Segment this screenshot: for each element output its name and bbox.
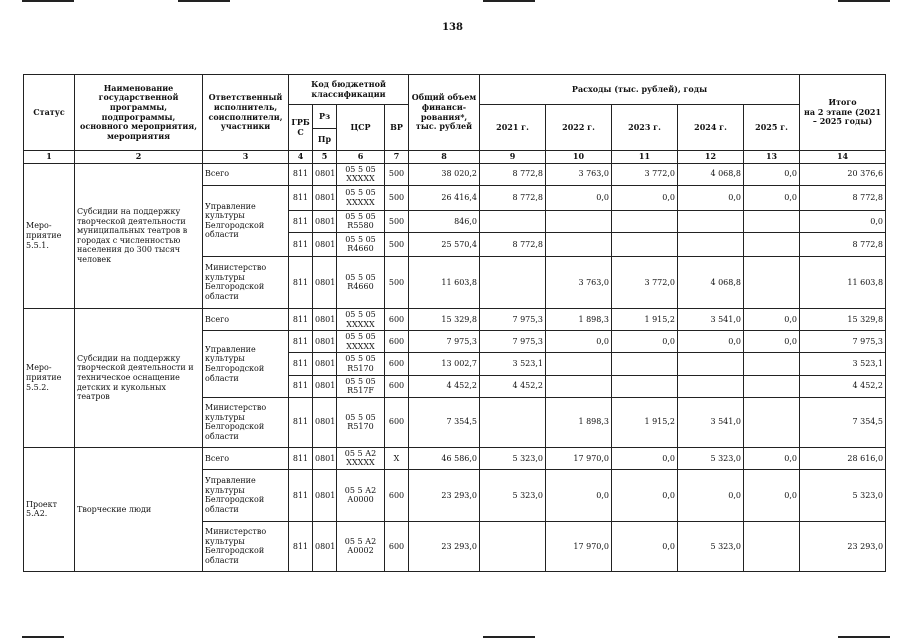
row-2021: 8 772,8 <box>480 185 546 210</box>
column-number-row <box>24 151 886 164</box>
top-rule-mid1 <box>178 0 230 2</box>
row-2025: 0,0 <box>744 163 800 185</box>
table-row <box>24 447 886 469</box>
row-2022: 17 970,0 <box>546 521 612 571</box>
row-responsible: Всего <box>203 308 289 330</box>
row-itogo: 15 329,8 <box>800 308 886 330</box>
row-total: 46 586,0 <box>409 447 480 469</box>
row-grbs: 811 <box>289 469 313 521</box>
col-number: 14 <box>800 151 886 164</box>
row-vr: 600 <box>385 375 409 397</box>
row-vr: 500 <box>385 256 409 308</box>
row-grbs: 811 <box>289 308 313 330</box>
row-2025: 0,0 <box>744 447 800 469</box>
row-rzpr: 0801 <box>313 521 337 571</box>
header-grbs: ГРБ С <box>289 105 313 151</box>
row-2021: 8 772,8 <box>480 163 546 185</box>
row-grbs: 811 <box>289 232 313 256</box>
row-responsible: Управление культуры Белгородской области <box>203 469 289 521</box>
row-2021: 8 772,8 <box>480 232 546 256</box>
row-itogo: 20 376,6 <box>800 163 886 185</box>
row-rzpr: 0801 <box>313 163 337 185</box>
row-2025 <box>744 232 800 256</box>
row-2025 <box>744 397 800 447</box>
header-itogo-label: Итого <box>828 97 857 108</box>
row-2023: 0,0 <box>612 331 678 353</box>
row-rzpr: 0801 <box>313 375 337 397</box>
row-csr: 05 5 05 XXXXX <box>337 331 385 353</box>
row-name: Творческие люди <box>75 447 203 571</box>
top-rule-mid2 <box>483 0 535 2</box>
row-grbs: 811 <box>289 185 313 210</box>
row-responsible: Управление культуры Белгородской области <box>203 185 289 256</box>
row-status: Проект 5.А2. <box>24 447 75 571</box>
row-2021 <box>480 210 546 232</box>
row-rzpr: 0801 <box>313 353 337 375</box>
row-name: Субсидии на поддержку творческой деятельности муниципальных театров в городах с численностью населения до 300 тысяч человек <box>75 163 203 308</box>
row-2025 <box>744 521 800 571</box>
row-2021 <box>480 521 546 571</box>
row-2024: 3 541,0 <box>678 308 744 330</box>
row-total: 7 975,3 <box>409 331 480 353</box>
row-total: 23 293,0 <box>409 469 480 521</box>
row-status: Меро-приятие 5.5.1. <box>24 163 75 308</box>
row-total: 25 570,4 <box>409 232 480 256</box>
top-rule-right <box>838 0 890 2</box>
row-2025 <box>744 256 800 308</box>
header-itogo-sub: на 2 этапе (2021 – 2025 годы) <box>804 106 882 127</box>
row-2023: 1 915,2 <box>612 397 678 447</box>
row-2021 <box>480 256 546 308</box>
row-rzpr: 0801 <box>313 256 337 308</box>
header-2025: 2025 г. <box>744 105 800 151</box>
row-status: Меро-приятие 5.5.2. <box>24 308 75 447</box>
row-itogo: 3 523,1 <box>800 353 886 375</box>
bottom-rule-left <box>22 636 64 638</box>
row-itogo: 11 603,8 <box>800 256 886 308</box>
header-rz: Рз <box>313 105 337 129</box>
row-2022 <box>546 210 612 232</box>
row-grbs: 811 <box>289 375 313 397</box>
row-grbs: 811 <box>289 521 313 571</box>
row-rzpr: 0801 <box>313 469 337 521</box>
row-2023: 3 772,0 <box>612 163 678 185</box>
row-total: 846,0 <box>409 210 480 232</box>
row-rzpr: 0801 <box>313 308 337 330</box>
row-responsible: Управление культуры Белгородской области <box>203 331 289 398</box>
row-vr: 600 <box>385 397 409 447</box>
row-csr: 05 5 05 R5580 <box>337 210 385 232</box>
row-itogo: 0,0 <box>800 210 886 232</box>
row-grbs: 811 <box>289 163 313 185</box>
row-itogo: 28 616,0 <box>800 447 886 469</box>
header-expenses: Расходы (тыс. рублей), годы <box>480 75 800 105</box>
row-2021: 5 323,0 <box>480 447 546 469</box>
row-2022 <box>546 232 612 256</box>
row-csr: 05 5 05 XXXXX <box>337 185 385 210</box>
row-csr: 05 5 05 R5170 <box>337 397 385 447</box>
header-2022: 2022 г. <box>546 105 612 151</box>
row-2022: 0,0 <box>546 331 612 353</box>
row-vr: 500 <box>385 185 409 210</box>
col-number: 4 <box>289 151 313 164</box>
row-total: 38 020,2 <box>409 163 480 185</box>
row-csr: 05 5 05 R5170 <box>337 353 385 375</box>
col-number: 3 <box>203 151 289 164</box>
bottom-rule-right <box>838 636 890 638</box>
col-number: 1 <box>24 151 75 164</box>
row-2022: 1 898,3 <box>546 308 612 330</box>
row-itogo: 5 323,0 <box>800 469 886 521</box>
row-2023: 0,0 <box>612 521 678 571</box>
header-budget-code: Код бюджетной классификации <box>289 75 409 105</box>
row-rzpr: 0801 <box>313 331 337 353</box>
header-csr: ЦСР <box>337 105 385 151</box>
row-csr: 05 5 А2 XXXXX <box>337 447 385 469</box>
col-number: 11 <box>612 151 678 164</box>
row-grbs: 811 <box>289 256 313 308</box>
header-2024: 2024 г. <box>678 105 744 151</box>
row-name: Субсидии на поддержку творческой деятельности и техническое оснащение детских и кукольных театров <box>75 308 203 447</box>
row-rzpr: 0801 <box>313 232 337 256</box>
row-2023: 3 772,0 <box>612 256 678 308</box>
row-itogo: 8 772,8 <box>800 185 886 210</box>
top-rule-left <box>22 0 74 2</box>
row-grbs: 811 <box>289 397 313 447</box>
row-grbs: 811 <box>289 353 313 375</box>
row-rzpr: 0801 <box>313 185 337 210</box>
header-pr: Пр <box>313 129 337 151</box>
row-2022: 3 763,0 <box>546 256 612 308</box>
row-grbs: 811 <box>289 447 313 469</box>
row-2024: 0,0 <box>678 185 744 210</box>
row-csr: 05 5 05 R517F <box>337 375 385 397</box>
row-2024: 5 323,0 <box>678 447 744 469</box>
col-number: 6 <box>337 151 385 164</box>
row-2022: 17 970,0 <box>546 447 612 469</box>
row-2021: 3 523,1 <box>480 353 546 375</box>
row-2025 <box>744 353 800 375</box>
header-vr: ВР <box>385 105 409 151</box>
row-2025: 0,0 <box>744 185 800 210</box>
row-total: 23 293,0 <box>409 521 480 571</box>
row-2022 <box>546 375 612 397</box>
row-2024: 3 541,0 <box>678 397 744 447</box>
row-2023: 0,0 <box>612 469 678 521</box>
row-rzpr: 0801 <box>313 397 337 447</box>
row-csr: 05 5 05 R4660 <box>337 232 385 256</box>
header-total-volume: Общий объем финанси-рования*, тыс. рублей <box>409 75 480 151</box>
row-total: 15 329,8 <box>409 308 480 330</box>
row-rzpr: 0801 <box>313 210 337 232</box>
row-csr: 05 5 05 XXXXX <box>337 308 385 330</box>
row-2024: 5 323,0 <box>678 521 744 571</box>
table-body <box>24 163 886 571</box>
row-2022: 0,0 <box>546 469 612 521</box>
row-csr: 05 5 05 R4660 <box>337 256 385 308</box>
header-name: Наименование государственной программы, подпрограммы, основного мероприятия, мероприятия <box>75 75 203 151</box>
header-2021: 2021 г. <box>480 105 546 151</box>
row-total: 26 416,4 <box>409 185 480 210</box>
row-2025: 0,0 <box>744 331 800 353</box>
row-2023 <box>612 375 678 397</box>
header-status: Статус <box>24 75 75 151</box>
row-total: 11 603,8 <box>409 256 480 308</box>
table-row <box>24 308 886 330</box>
row-2022: 1 898,3 <box>546 397 612 447</box>
row-total: 7 354,5 <box>409 397 480 447</box>
row-vr: 600 <box>385 331 409 353</box>
row-2023 <box>612 353 678 375</box>
row-2022: 0,0 <box>546 185 612 210</box>
row-vr: 600 <box>385 469 409 521</box>
col-number: 9 <box>480 151 546 164</box>
row-total: 13 002,7 <box>409 353 480 375</box>
row-2025: 0,0 <box>744 308 800 330</box>
row-2025 <box>744 375 800 397</box>
row-2023 <box>612 232 678 256</box>
row-2021 <box>480 397 546 447</box>
row-2023: 0,0 <box>612 447 678 469</box>
row-2022 <box>546 353 612 375</box>
col-number: 8 <box>409 151 480 164</box>
row-vr: 500 <box>385 163 409 185</box>
row-vr: 600 <box>385 353 409 375</box>
row-itogo: 23 293,0 <box>800 521 886 571</box>
row-vr: 600 <box>385 308 409 330</box>
row-2023: 1 915,2 <box>612 308 678 330</box>
row-2024: 4 068,8 <box>678 256 744 308</box>
row-rzpr: 0801 <box>313 447 337 469</box>
col-number: 10 <box>546 151 612 164</box>
col-number: 12 <box>678 151 744 164</box>
header-2023: 2023 г. <box>612 105 678 151</box>
col-number: 7 <box>385 151 409 164</box>
row-total: 4 452,2 <box>409 375 480 397</box>
col-number: 2 <box>75 151 203 164</box>
budget-table <box>23 74 886 572</box>
row-responsible: Всего <box>203 447 289 469</box>
bottom-rule-mid <box>483 636 535 638</box>
col-number: 13 <box>744 151 800 164</box>
row-itogo: 7 354,5 <box>800 397 886 447</box>
row-2024: 0,0 <box>678 331 744 353</box>
row-2021: 4 452,2 <box>480 375 546 397</box>
row-2021: 7 975,3 <box>480 308 546 330</box>
row-csr: 05 5 А2 А0002 <box>337 521 385 571</box>
row-grbs: 811 <box>289 210 313 232</box>
page-number: 138 <box>442 22 463 33</box>
row-2023 <box>612 210 678 232</box>
row-vr: 500 <box>385 232 409 256</box>
col-number: 5 <box>313 151 337 164</box>
row-responsible: Министерство культуры Белгородской области <box>203 521 289 571</box>
row-2025: 0,0 <box>744 469 800 521</box>
row-2021: 5 323,0 <box>480 469 546 521</box>
row-2021: 7 975,3 <box>480 331 546 353</box>
row-csr: 05 5 А2 А0000 <box>337 469 385 521</box>
row-vr: 500 <box>385 210 409 232</box>
row-2023: 0,0 <box>612 185 678 210</box>
row-2024: 4 068,8 <box>678 163 744 185</box>
header-responsible: Ответственный исполнитель, соисполнители, участники <box>203 75 289 151</box>
row-itogo: 4 452,2 <box>800 375 886 397</box>
row-2024: 0,0 <box>678 469 744 521</box>
row-responsible: Министерство культуры Белгородской области <box>203 256 289 308</box>
row-responsible: Министерство культуры Белгородской области <box>203 397 289 447</box>
row-grbs: 811 <box>289 331 313 353</box>
row-2024 <box>678 353 744 375</box>
header-itogo <box>800 75 886 151</box>
row-itogo: 8 772,8 <box>800 232 886 256</box>
row-responsible: Всего <box>203 163 289 185</box>
row-csr: 05 5 05 XXXXX <box>337 163 385 185</box>
row-itogo: 7 975,3 <box>800 331 886 353</box>
row-2022: 3 763,0 <box>546 163 612 185</box>
row-vr: X <box>385 447 409 469</box>
row-2024 <box>678 232 744 256</box>
table-row <box>24 163 886 185</box>
row-vr: 600 <box>385 521 409 571</box>
row-2025 <box>744 210 800 232</box>
row-2024 <box>678 210 744 232</box>
row-2024 <box>678 375 744 397</box>
